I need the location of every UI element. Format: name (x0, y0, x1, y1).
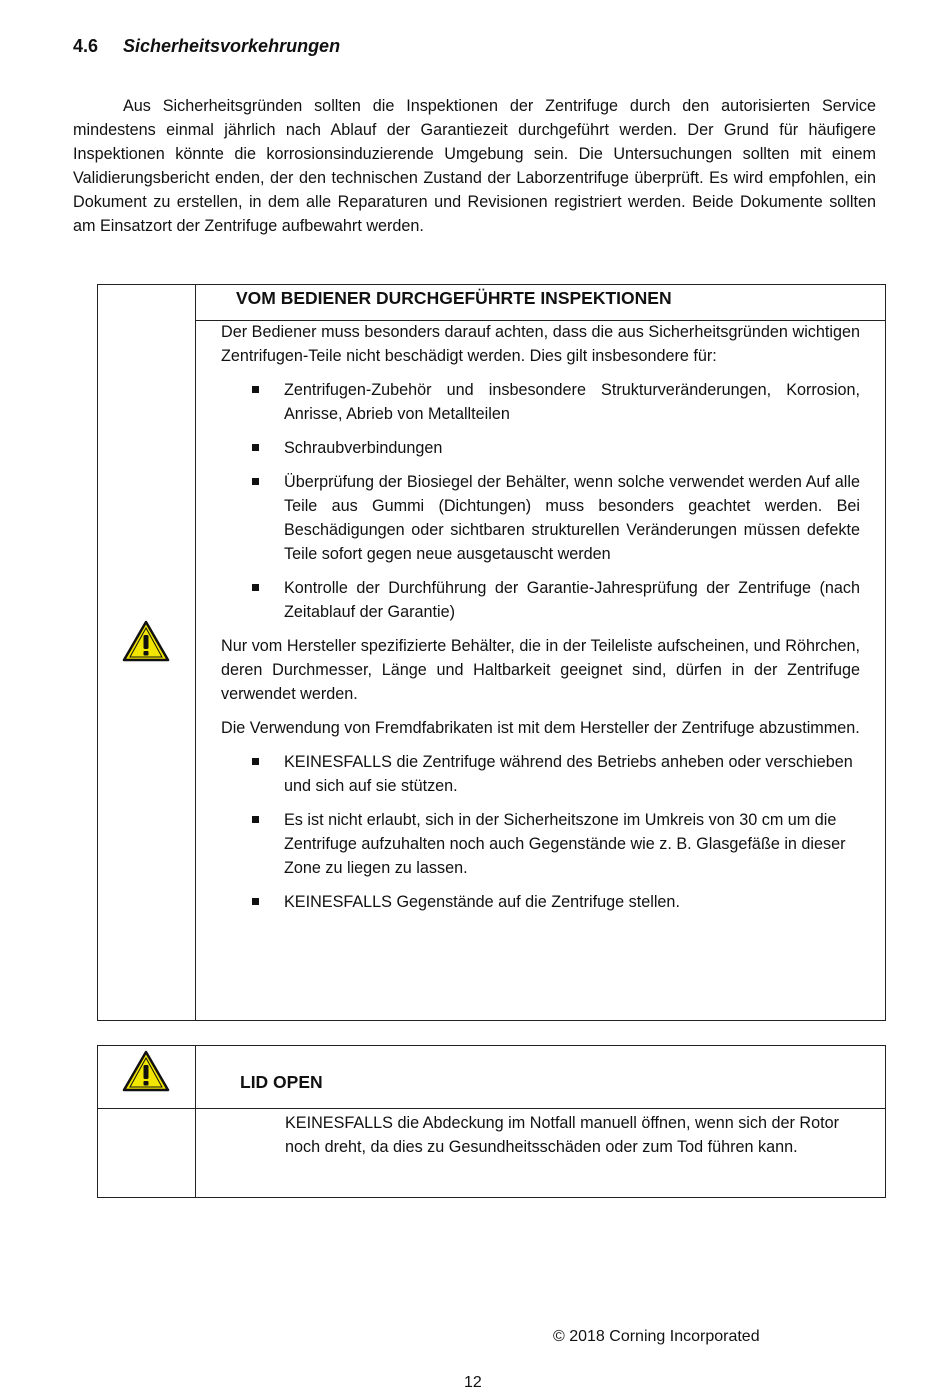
section-heading (73, 36, 340, 57)
list-item: Schraubverbindungen (221, 436, 860, 460)
box-title: VOM BEDIENER DURCHGEFÜHRTE INSPEKTIONEN (236, 288, 672, 308)
list-item: Überprüfung der Biosiegel der Behälter, wenn solche verwendet werden Auf alle Teile aus Gummi (Dichtungen) muss besonders geachtet werden. Bei Beschädigungen oder sichtbaren strukturellen Veränderungen müssen defekte Teile sofort gegen neue ausgetauscht werden (221, 470, 860, 566)
warning-triangle-icon (122, 1049, 170, 1093)
box-body (221, 320, 860, 924)
bullet-icon (252, 444, 259, 451)
inspection-list (221, 378, 860, 624)
body-paragraph: Die Verwendung von Fremdfabrikaten ist mit dem Hersteller der Zentrifuge abzustimmen. (221, 719, 860, 737)
bullet-icon (252, 816, 259, 823)
list-item: Es ist nicht erlaubt, sich in der Sicherheitszone im Umkreis von 30 cm um die Zentrifuge aufzuhalten noch auch Gegenstände wie z. B. Glasgefäße in dieser Zone zu liegen zu lassen. (221, 808, 860, 880)
bullet-icon (252, 898, 259, 905)
prohibition-list (221, 750, 860, 914)
bullet-icon (252, 584, 259, 591)
warning-triangle-icon (122, 619, 170, 663)
lid-open-text: KEINESFALLS die Abdeckung im Notfall manuell öffnen, wenn sich der Rotor noch dreht, da dies zu Gesundheitsschäden oder zum Tod führen kann. (285, 1114, 839, 1156)
operator-inspections-box (97, 284, 886, 1021)
lid-open-box (97, 1045, 886, 1198)
intro-paragraph: Aus Sicherheitsgründen sollten die Inspektionen der Zentrifuge durch den autorisierten Service mindestens einmal jährlich nach Ablauf der Garantiezeit durchgeführt werden. Der Grund für häufigere Inspektionen könnte die korrosionsinduzierende Umgebung sein. Die Untersuchungen sollten mit einem Validierungsbericht enden, der den technischen Zustand der Laborzentrifuge überprüft. Es wird empfohlen, ein Dokument zu erstellen, in dem alle Reparaturen und Revisionen registriert werden. Beide Dokumente sollten am Einsatzort der Zentrifuge aufbewahrt werden. (73, 97, 876, 235)
copyright: © 2018 Corning Incorporated (553, 1328, 760, 1345)
page-number: 12 (464, 1374, 482, 1391)
box-divider (195, 1046, 196, 1197)
list-item: KEINESFALLS Gegenstände auf die Zentrifuge stellen. (221, 890, 860, 914)
box-divider (195, 285, 196, 1020)
bullet-icon (252, 386, 259, 393)
list-item: Zentrifugen-Zubehör und insbesondere Strukturveränderungen, Korrosion, Anrisse, Abrieb von Metallteilen (221, 378, 860, 426)
bullet-icon (252, 478, 259, 485)
body-paragraph: Der Bediener muss besonders darauf achten, dass die aus Sicherheitsgründen wichtigen Zentrifugen-Teile nicht beschädigt werden. Dies gilt insbesondere für: (221, 323, 860, 365)
section-title: Sicherheitsvorkehrungen (123, 36, 341, 56)
box-title: LID OPEN (240, 1072, 323, 1092)
row-separator (98, 1108, 885, 1109)
list-item: Kontrolle der Durchführung der Garantie-Jahresprüfung der Zentrifuge (nach Zeitablauf der Garantie) (221, 576, 860, 624)
body-paragraph: Nur vom Hersteller spezifizierte Behälter, die in der Teileliste aufscheinen, und Röhrchen, deren Durchmesser, Länge und Haltbarkeit geeignet sind, dürfen in der Zentrifuge verwendet werden. (221, 637, 860, 703)
list-item: KEINESFALLS die Zentrifuge während des Betriebs anheben oder verschieben und sich auf sie stützen. (221, 750, 860, 798)
section-number: 4.6 (73, 36, 99, 56)
bullet-icon (252, 758, 259, 765)
